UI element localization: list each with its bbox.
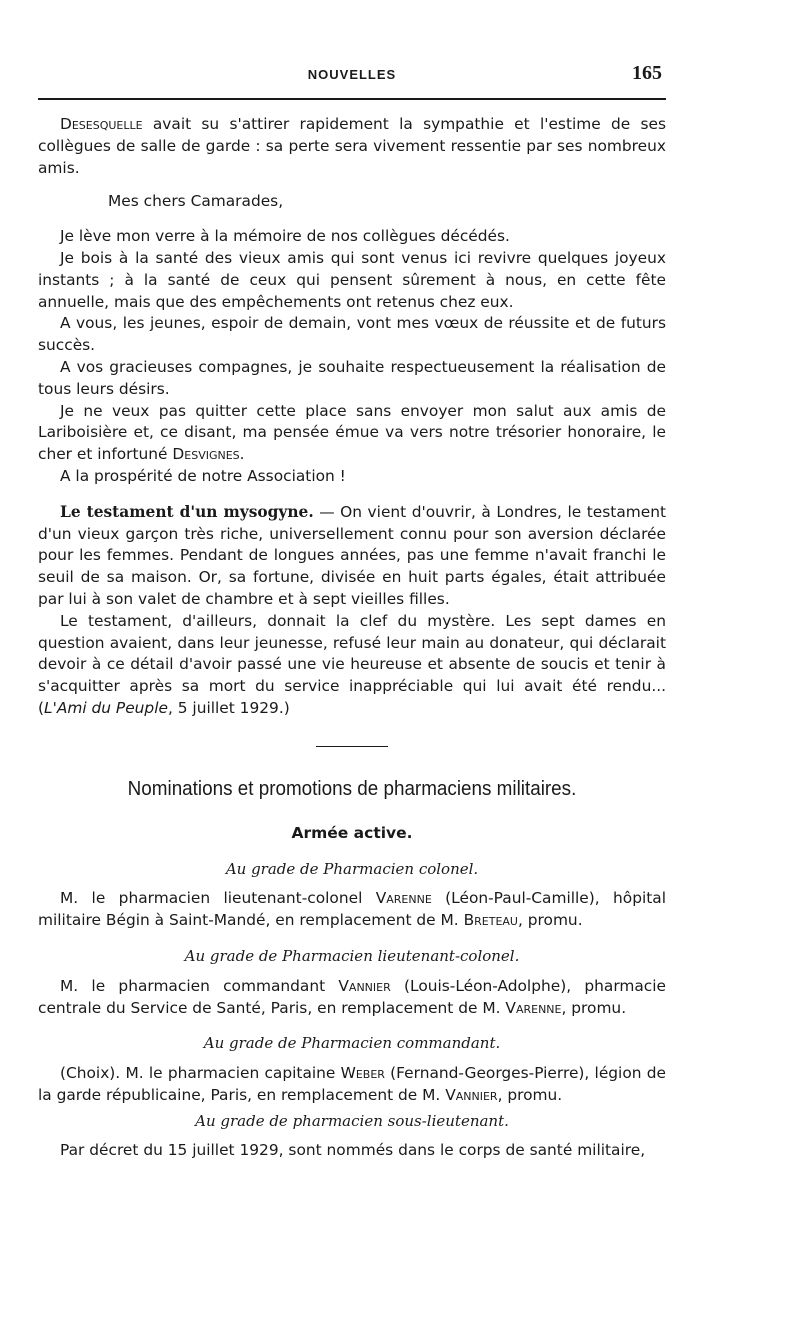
speech-paragraph: A la prospérité de notre Association ! — [60, 466, 346, 485]
news-title: Le testament d'un mysogyne. — [60, 502, 314, 521]
paragraph-text: . — [239, 445, 245, 464]
person-name: Vannier — [338, 976, 391, 995]
nomination-paragraph — [38, 976, 666, 1020]
paragraph-text: (Choix). M. le pharmacien capitaine — [60, 1064, 341, 1083]
grade-heading: Au grade de Pharmacien lieutenant-colonel. — [184, 946, 520, 965]
grade-heading: Au grade de pharmacien sous-lieutenant. — [195, 1111, 509, 1130]
speech-paragraph: A vous, les jeunes, espoir de demain, vont mes vœux de réussite et de futurs succès. — [38, 314, 666, 355]
grade-heading: Au grade de Pharmacien colonel. — [225, 859, 479, 878]
person-name: Varenne — [375, 889, 432, 908]
page-header — [38, 62, 666, 102]
person-name: Breteau — [463, 911, 518, 930]
paragraph-text: , promu. — [561, 998, 627, 1017]
news-paragraph — [38, 502, 666, 611]
paragraph-text: M. le pharmacien commandant — [60, 976, 339, 995]
paragraph-text: M. le pharmacien lieutenant-colonel — [60, 889, 376, 908]
paragraph-text: (Fernand-Georges-Pierre), légion de la garde républicaine, Paris, en remplacement de M. — [38, 1064, 666, 1104]
section-subtitle: Armée active. — [291, 823, 413, 842]
paragraph-text: Le testament, d'ailleurs, donnait la clef du mystère. Les sept dames en question avaient, dans leur jeunesse, refusé leur main au donateur, qui déclarait devoir à ce détail d'avoir passé une vie heureuse et absente de soucis et tenir à s'acquitter après sa mort du service inappréciable qui lui avait été rendu... ( — [38, 611, 666, 717]
paragraph-text: , promu. — [517, 911, 583, 930]
person-name: Weber — [340, 1064, 385, 1083]
nomination-paragraph: Par décret du 15 juillet 1929, sont nommés dans le corps de santé militaire, — [60, 1141, 646, 1160]
section-title: Nominations et promotions de pharmaciens militaires. — [127, 776, 577, 800]
header-rule — [38, 98, 666, 100]
nomination-paragraph — [38, 888, 666, 932]
paragraph-text: (Louis-Léon-Adolphe), pharmacie centrale du Service de Santé, Paris, en remplacement de M. — [38, 976, 667, 1017]
running-title: NOUVELLES — [307, 67, 397, 82]
speech-paragraph: Je bois à la santé des vieux amis qui sont venus ici revivre quelques joyeux instants ; à la santé de ceux qui pensent sûrement à nous, en cette fête annuelle, mais que des empêchements ont retenus chez eux. — [38, 248, 666, 311]
paragraph-text: (Léon-Paul-Camille), hôpital militaire Bégin à Saint-Mandé, en remplacement de M. — [38, 889, 666, 930]
section-divider — [316, 746, 388, 747]
speech-paragraph: Je lève mon verre à la mémoire de nos collègues décédés. — [60, 227, 510, 246]
person-name: Desvignes — [172, 445, 240, 464]
nomination-paragraph — [38, 1063, 666, 1107]
paragraph-desesquelle — [38, 114, 666, 179]
paragraph-text: — On vient d'ouvrir, à Londres, le testament d'un vieux garçon très riche, universellement connu pour son aversion déclarée pour les femmes. Pendant de longues années, pas une femme n'avait franchi le seuil de sa maison. Or, sa fortune, divisée en huit parts égales, était attribuée par lui à son valet de chambre et à sept vieilles filles. — [38, 502, 666, 608]
person-name: Desesquelle — [60, 115, 143, 133]
page-body — [38, 114, 666, 1162]
paragraph-text: , promu. — [497, 1085, 563, 1104]
source-title: L'Ami du Peuple — [44, 698, 168, 717]
paragraph-text: Je ne veux pas quitter cette place sans envoyer mon salut aux amis de Lariboisière et, ce disant, ma pensée émue va vers notre trésorier honoraire, le cher et infortuné — [38, 401, 666, 464]
news-paragraph — [38, 611, 666, 720]
person-name: Vannier — [445, 1085, 498, 1104]
page-number: 165 — [632, 62, 662, 84]
paragraph-text: , 5 juillet 1929.) — [167, 698, 290, 717]
grade-heading: Au grade de Pharmacien commandant. — [203, 1034, 501, 1053]
speech-paragraph — [38, 401, 666, 466]
speech-paragraph: A vos gracieuses compagnes, je souhaite respectueusement la réalisation de tous leurs désirs. — [38, 357, 666, 398]
paragraph-text: avait su s'attirer rapidement la sympathie et l'estime de ses collègues de salle de garde : sa perte sera vivement ressentie par ses nombreux amis. — [38, 115, 666, 177]
salutation: Mes chers Camarades, — [108, 192, 284, 211]
person-name: Varenne — [505, 998, 562, 1017]
